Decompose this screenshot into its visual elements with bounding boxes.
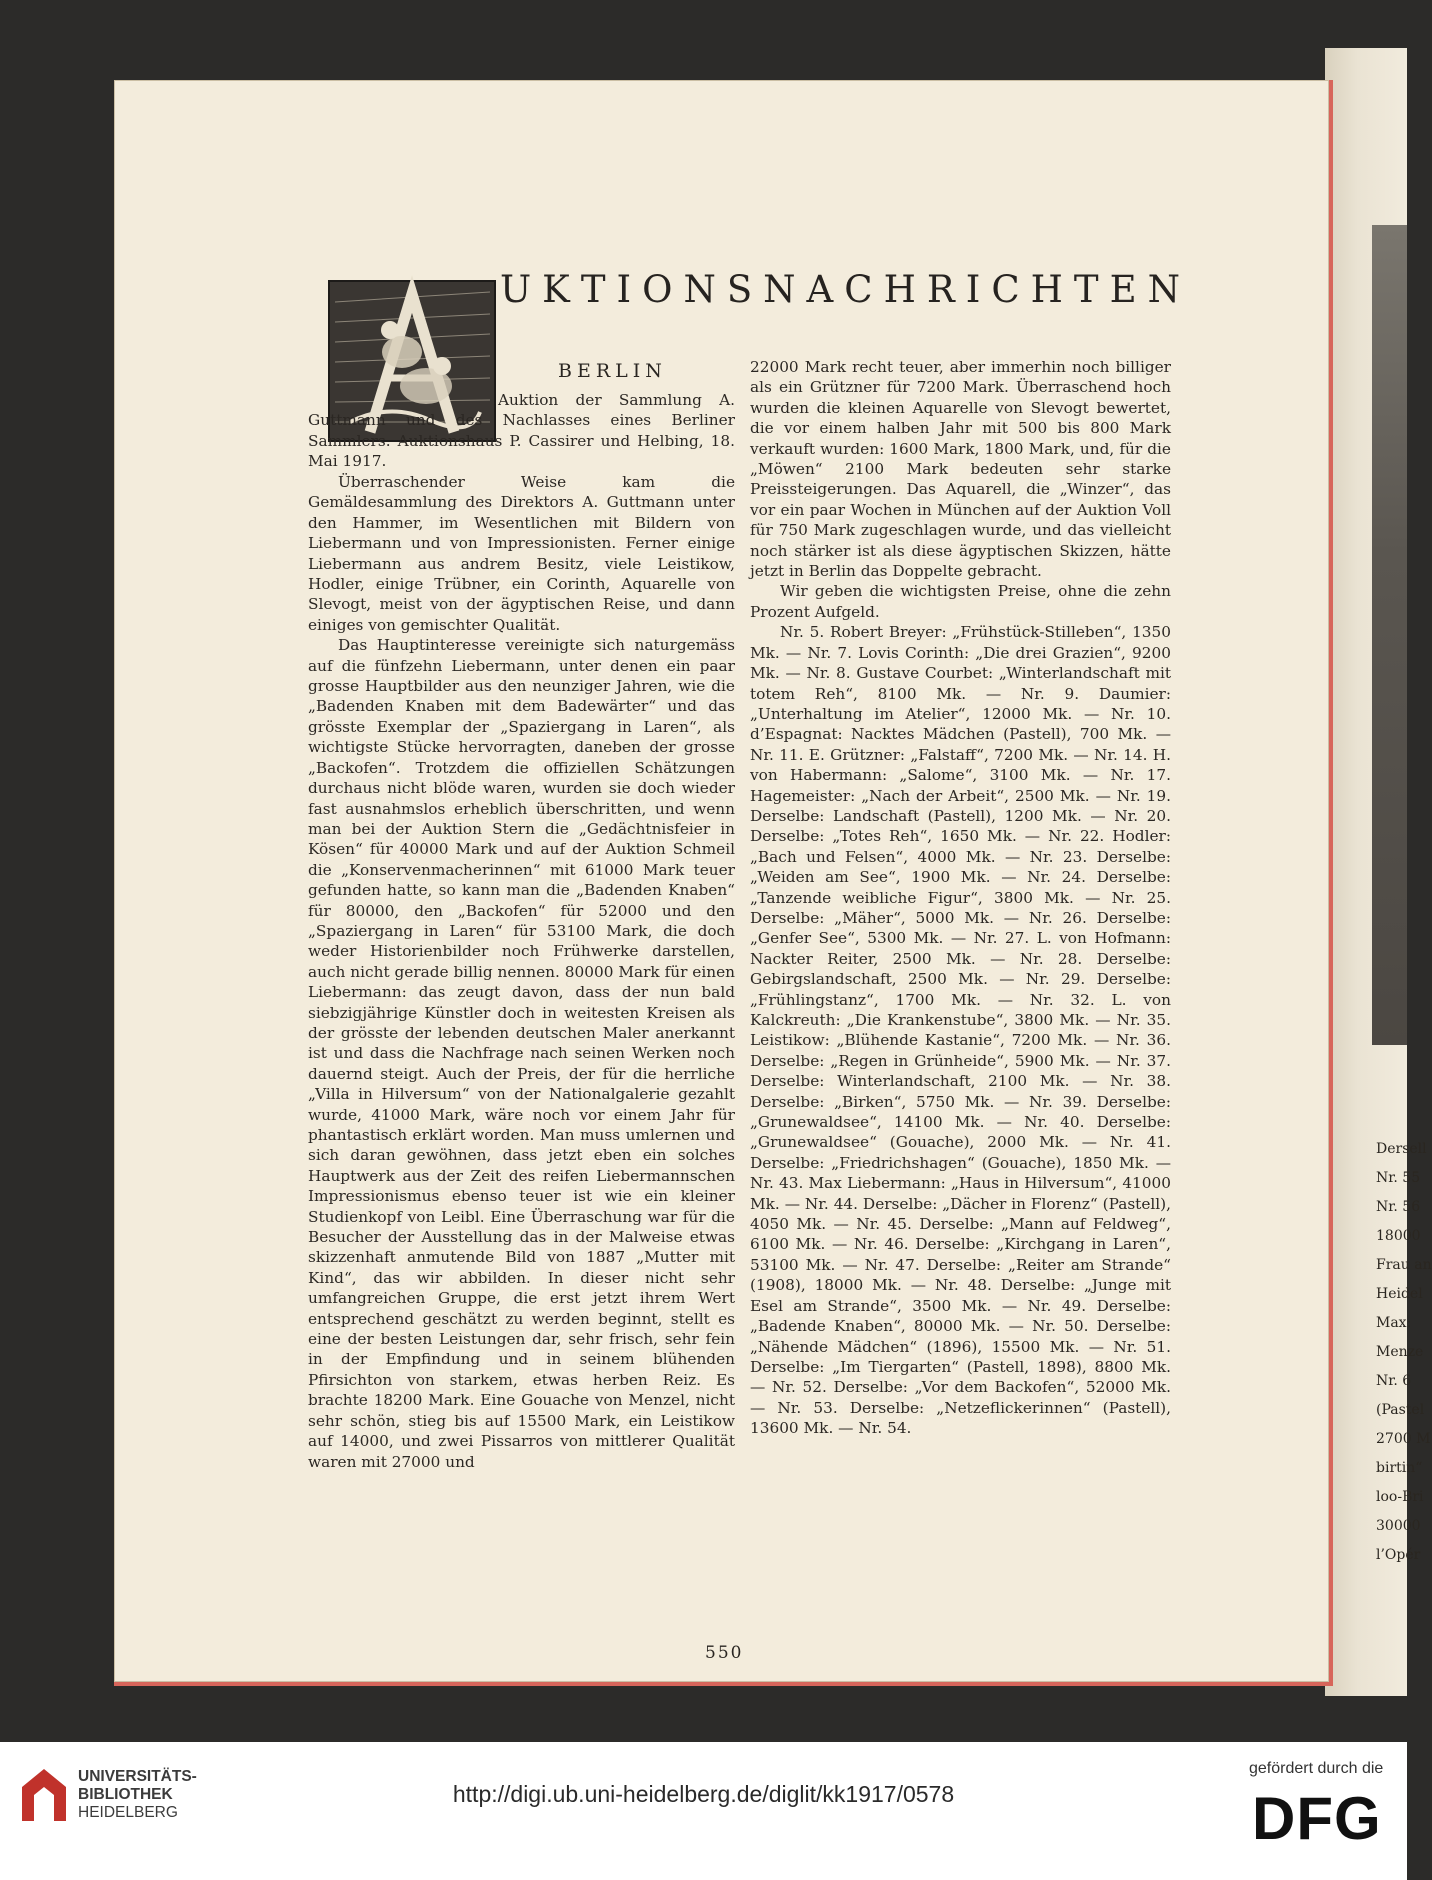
facing-page-illustration bbox=[1372, 225, 1407, 1045]
right-paragraph: 22000 Mark recht teuer, aber immerhin noch billiger als ein Grützner für 7200 Mark. Überraschend hoch wurden die kleinen Aquarelle von Slevogt bewertet, die vor einem halben Jahr mit 500 bis 800 Mark verkauft wurden: 1600 Mark, 1800 Mark, und, für die „Möwen“ 2100 Mark bedeuten sehr starke Preissteigerungen. Das Aquarell, die „Winzer“, das vor ein paar Wochen in München auf der Auktion Voll für 750 Mark zugeschlagen wurde, und das vielleicht noch stärker ist als diese ägyptischen Skizzen, hätte jetzt in Berlin das Doppelte gebracht. bbox=[750, 358, 1171, 581]
left-paragraph: Überraschender Weise kam die Gemäldesammlung des Direktors A. Guttmann unter den Hammer, im Wesentlichen mit Bildern von Liebermann und von Impressionisten. Ferner einige Liebermann aus andrem Besitz, viele Leistikow, Hodler, einige Trübner, ein Corinth, Aquarelle von Slevogt, meist von der ägyptischen Reise, und dann einiges von gemischter Qualität. bbox=[308, 473, 735, 634]
library-line: BIBLIOTHEK bbox=[78, 1786, 173, 1803]
left-paragraph: Das Hauptinteresse vereinigte sich naturgemäss auf die fünfzehn Liebermann, unter denen ein paar grosse Hauptbilder aus den neunziger Jahren, wie die „Badenden Knaben mit dem Badewärter“ und das grösste Exemplar der „Spaziergang in Laren“, als wichtigste Stücke hervorragten, daneben der grosse „Backofen“. Trotzdem die offiziellen Schätzungen durchaus nicht blöde waren, wurden sie doch wieder fast ausnahmslos erheblich überschritten, und wenn man bei der Auktion Stern die „Gedächtnisfeier in Kösen“ für 40000 Mark und auf der Auktion Schmeil die „Konservenmacherinnen“ mit 61000 Mark teuer gefunden hatte, so kann man die „Badenden Knaben“ für 80000, den „Backofen“ für 52000 und den „Spaziergang in Laren“ für 53100 Mark, die doch weder Historienbilder noch Frühwerke darstellen, auch nicht gerade billig nennen. 80000 Mark für einen Liebermann: das zeugt davon, dass der nun bald siebzigjährige Künstler doch in weitesten Kreisen als der grösste der lebenden deutschen Maler anerkannt ist und dass die Nachfrage nach seinen Werken noch dauernd steigt. Auch der Preis, der für die herrliche „Villa in Hilversum“ von der Nationalgalerie gezahlt wurde, 41000 Mark, wäre noch vor einem Jahr für phantastisch erklärt worden. Man muss umlernen und sich daran gewöhnen, dass jetzt eben ein solches Hauptwerk aus der Zeit des reifen Liebermannschen Impressionismus ebenso teuer ist wie ein kleiner Studienkopf von Leibl. Eine Überraschung war für die Besucher der Ausstellung das in der Malweise etwas skizzenhaft anmutende Bild von 1887 „Mutter mit Kind“, das wir abbilden. In dieser nicht sehr umfangreichen Gruppe, die erst jetzt ihrem Wert entsprechend geschätzt zu werden beginnt, stellt es eine der besten Leistungen dar, sehr frisch, sehr fein in der Empfindung und in seinem blühenden Pfirsichton von starkem, etwas herben Reiz. Es brachte 18200 Mark. Eine Gouache von Menzel, nicht sehr schön, stieg bis auf 15500 Mark, ein Leistikow auf 14000, und zwei Pissarros von mittlerer Qualität waren mit 27000 und bbox=[308, 636, 735, 1471]
permalink-url[interactable]: http://digi.ub.uni-heidelberg.de/diglit/kk1917/0578 bbox=[452, 1781, 955, 1807]
library-line: HEIDELBERG bbox=[78, 1804, 178, 1821]
right-column bbox=[750, 357, 1171, 1439]
library-line: UNIVERSITÄTS- bbox=[78, 1768, 197, 1785]
dfg-logo: DFG bbox=[1252, 1785, 1382, 1852]
right-paragraph: Wir geben die wichtigsten Preise, ohne die zehn Prozent Aufgeld. bbox=[750, 582, 1171, 621]
funding-label: gefördert durch die bbox=[1249, 1760, 1384, 1777]
city-subheading: BERLIN bbox=[558, 360, 667, 382]
left-column bbox=[308, 472, 735, 1472]
facing-page-text: Dersell Nr. 55 Nr. 56 18000 Frau an Heidel Max: Menze Nr. 6 (Pastel 2700 M birtin“ loo-Bri 30000 l’Opér bbox=[1376, 1141, 1432, 1563]
page-number: 550 bbox=[705, 1643, 744, 1663]
footer-bar bbox=[0, 1742, 1407, 1880]
intro-paragraph: Auktion der Sammlung A. Guttmann und des Nachlasses eines Berliner Sammlers. Auktionshaus P. Cassirer und Helbing, 18. Mai 1917. bbox=[308, 391, 735, 471]
article-heading: UKTIONSNACHRICHTEN bbox=[500, 268, 1191, 311]
price-list: Nr. 5. Robert Breyer: „Frühstück-Stilleben“, 1350 Mk. — Nr. 7. Lovis Corinth: „Die drei Grazien“, 9200 Mk. — Nr. 8. Gustave Courbet: „Winterlandschaft mit totem Reh“, 8100 Mk. — Nr. 9. Daumier: „Unterhaltung im Atelier“, 12000 Mk. — Nr. 10. d’Espagnat: Nacktes Mädchen (Pastell), 700 Mk. — Nr. 11. E. Grützner: „Falstaff“, 7200 Mk. — Nr. 14. H. von Habermann: „Salome“, 3100 Mk. — Nr. 17. Hagemeister: „Nach der Arbeit“, 2500 Mk. — Nr. 19. Derselbe: Landschaft (Pastell), 1200 Mk. — Nr. 20. Derselbe: „Totes Reh“, 1650 Mk. — Nr. 22. Hodler: „Bach und Felsen“, 4000 Mk. — Nr. 23. Derselbe: „Weiden am See“, 1900 Mk. — Nr. 24. Derselbe: „Tanzende weibliche Figur“, 3800 Mk. — Nr. 25. Derselbe: „Mäher“, 5000 Mk. — Nr. 26. Derselbe: „Genfer See“, 5300 Mk. — Nr. 27. L. von Hofmann: Nackter Reiter, 2500 Mk. — Nr. 28. Derselbe: Gebirgslandschaft, 2500 Mk. — Nr. 29. Derselbe: „Frühlingstanz“, 1700 Mk. — Nr. 32. L. von Kalckreuth: „Die Krankenstube“, 3800 Mk. — Nr. 35. Leistikow: „Blühende Kastanie“, 7200 Mk. — Nr. 36. Derselbe: „Regen in Grünheide“, 5900 Mk. — Nr. 37. Derselbe: Winterlandschaft, 2100 Mk. — Nr. 38. Derselbe: „Birken“, 5750 Mk. — Nr. 39. Derselbe: „Grunewaldsee“, 14100 Mk. — Nr. 40. Derselbe: „Grunewaldsee“ (Gouache), 2000 Mk. — Nr. 41. Derselbe: „Friedrichshagen“ (Gouache), 1850 Mk. — Nr. 43. Max Liebermann: „Haus in Hilversum“, 41000 Mk. — Nr. 44. Derselbe: „Dächer in Florenz“ (Pastell), 4050 Mk. — Nr. 45. Derselbe: „Mann auf Feldweg“, 6100 Mk. — Nr. 46. Derselbe: „Kirchgang in Laren“, 53100 Mk. — Nr. 47. Derselbe: „Reiter am Strande“ (1908), 18000 Mk. — Nr. 48. Derselbe: „Junge mit Esel am Strande“, 3500 Mk. — Nr. 49. Derselbe: „Badende Knaben“, 80000 Mk. — Nr. 50. Derselbe: „Nähende Mädchen“ (1896), 15500 Mk. — Nr. 51. Derselbe: „Im Tiergarten“ (Pastell, 1898), 8800 Mk. — Nr. 52. Derselbe: „Vor dem Backofen“, 52000 Mk. — Nr. 53. Derselbe: „Netzeflickerinnen“ (Pastell), 13600 Mk. — Nr. 54. bbox=[750, 623, 1171, 1438]
